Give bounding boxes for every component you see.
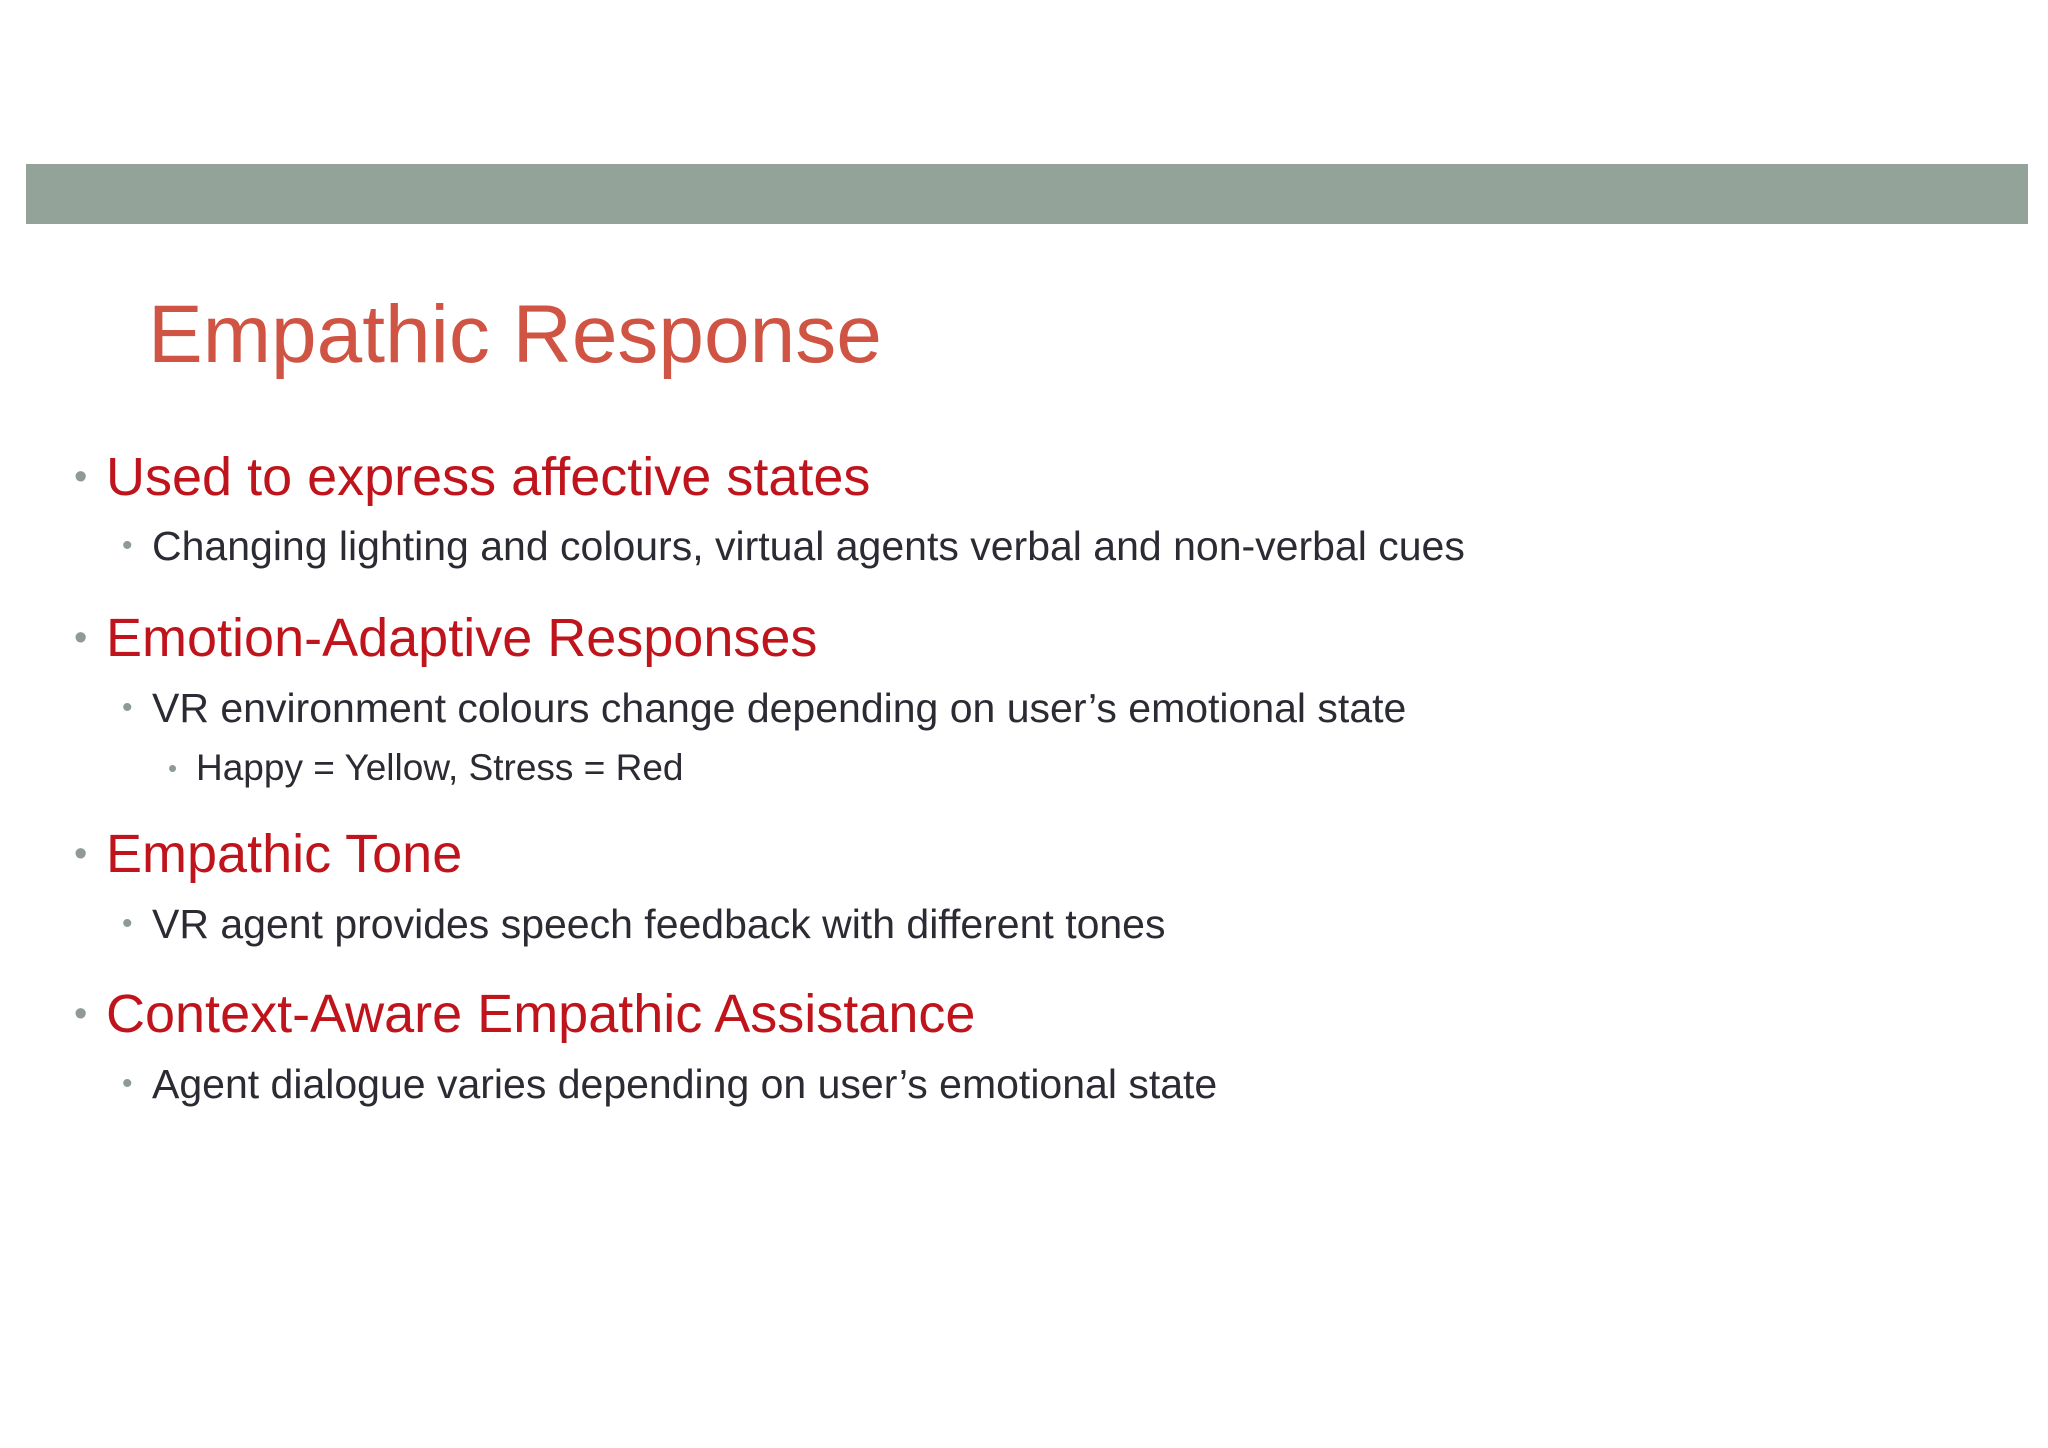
bullet-subpoint-text: Changing lighting and colours, virtual agents verbal and non-verbal cues — [152, 523, 1465, 569]
bullet-dot-icon: • — [122, 529, 133, 562]
bullet-subsubpoint-happy-stress — [168, 746, 684, 790]
bullet-dot-icon: • — [168, 753, 178, 783]
bullet-dot-icon: • — [122, 1067, 133, 1100]
bullet-subpoint-text: VR agent provides speech feedback with different tones — [152, 901, 1166, 947]
bullet-heading-text: Context-Aware Empathic Assistance — [106, 984, 976, 1044]
bullet-heading-empathic-tone — [74, 824, 463, 884]
bullet-dot-icon: • — [122, 691, 133, 724]
bullet-heading-context-aware — [74, 984, 976, 1044]
bullet-heading-text: Emotion-Adaptive Responses — [106, 608, 818, 668]
bullet-subpoint-agent-dialogue — [122, 1060, 1218, 1108]
bullet-dot-icon: • — [122, 907, 133, 940]
bullet-dot-icon: • — [74, 833, 88, 875]
bullet-subpoint-vr-colours — [122, 684, 1407, 732]
bullet-subpoint-lighting-colours — [122, 522, 1465, 570]
bullet-heading-text: Used to express affective states — [106, 447, 871, 507]
bullet-dot-icon: • — [74, 617, 88, 659]
bullet-subsubpoint-text: Happy = Yellow, Stress = Red — [196, 747, 684, 788]
bullet-heading-affective-states — [74, 447, 871, 507]
bullet-dot-icon: • — [74, 993, 88, 1035]
bullet-heading-text: Empathic Tone — [106, 824, 463, 884]
bullet-dot-icon: • — [74, 456, 88, 498]
slide-title: Empathic Response — [148, 289, 882, 380]
bullet-subpoint-speech-feedback — [122, 900, 1166, 948]
bullet-subpoint-text: VR environment colours change depending on user’s emotional state — [152, 685, 1407, 731]
bullet-heading-emotion-adaptive — [74, 608, 818, 668]
bullet-subpoint-text: Agent dialogue varies depending on user’s emotional state — [152, 1061, 1218, 1107]
